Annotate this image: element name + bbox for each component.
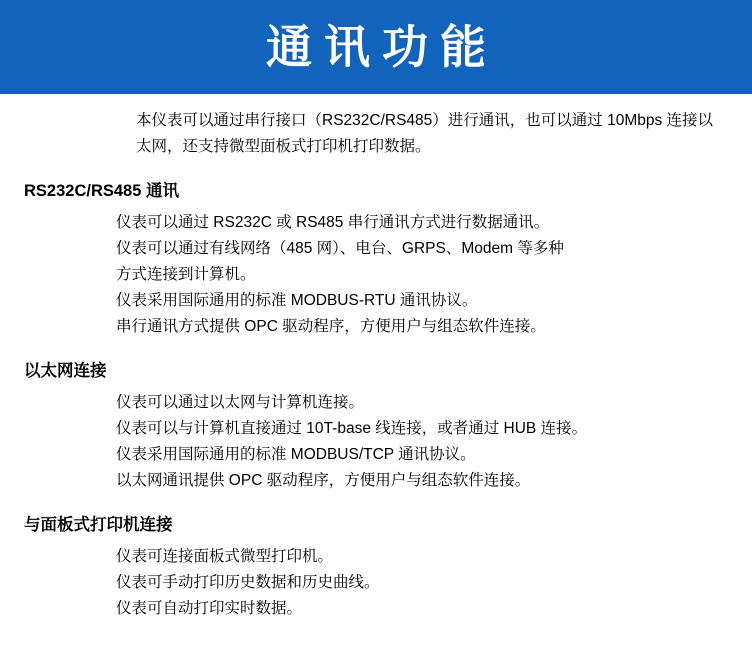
section-line: 仪表可自动打印实时数据。 (116, 600, 303, 617)
section-body (116, 390, 728, 494)
section-line: 仪表可手动打印历史数据和历史曲线。 (116, 574, 380, 591)
section-body (116, 544, 728, 622)
section-line: 仪表可以通过有线网络（485 网）、电台、GRPS、Modem 等多种 (116, 240, 564, 257)
section-line: 仪表可以通过 RS232C 或 RS485 串行通讯方式进行数据通讯。 (116, 214, 550, 231)
section-body (116, 210, 728, 340)
section-heading: 以太网连接 (24, 362, 107, 380)
section-printer (24, 514, 728, 622)
section-line: 串行通讯方式提供 OPC 驱动程序，方便用户与组态软件连接。 (116, 318, 546, 335)
section-line: 仪表可连接面板式微型打印机。 (116, 548, 334, 565)
document-content (0, 94, 752, 622)
section-heading: RS232C/RS485 通讯 (24, 182, 179, 200)
section-ethernet (24, 360, 728, 494)
section-serial (24, 180, 728, 340)
section-line: 仪表可以通过以太网与计算机连接。 (116, 394, 365, 411)
page-title: 通讯功能 (266, 20, 498, 74)
intro-paragraph: 本仪表可以通过串行接口（RS232C/RS485）进行通讯，也可以通过 10Mbps 连接以太网，还支持微型面板式打印机打印数据。 (136, 112, 714, 155)
section-line: 方式连接到计算机。 (116, 266, 256, 283)
section-line: 仪表可以与计算机直接通过 10T-base 线连接，或者通过 HUB 连接。 (116, 420, 588, 437)
section-line: 仪表采用国际通用的标准 MODBUS/TCP 通讯协议。 (116, 446, 476, 463)
page-banner (0, 0, 752, 94)
section-line: 仪表采用国际通用的标准 MODBUS-RTU 通讯协议。 (116, 292, 478, 309)
section-line: 以太网通讯提供 OPC 驱动程序，方便用户与组态软件连接。 (116, 472, 531, 489)
section-heading: 与面板式打印机连接 (24, 516, 173, 534)
